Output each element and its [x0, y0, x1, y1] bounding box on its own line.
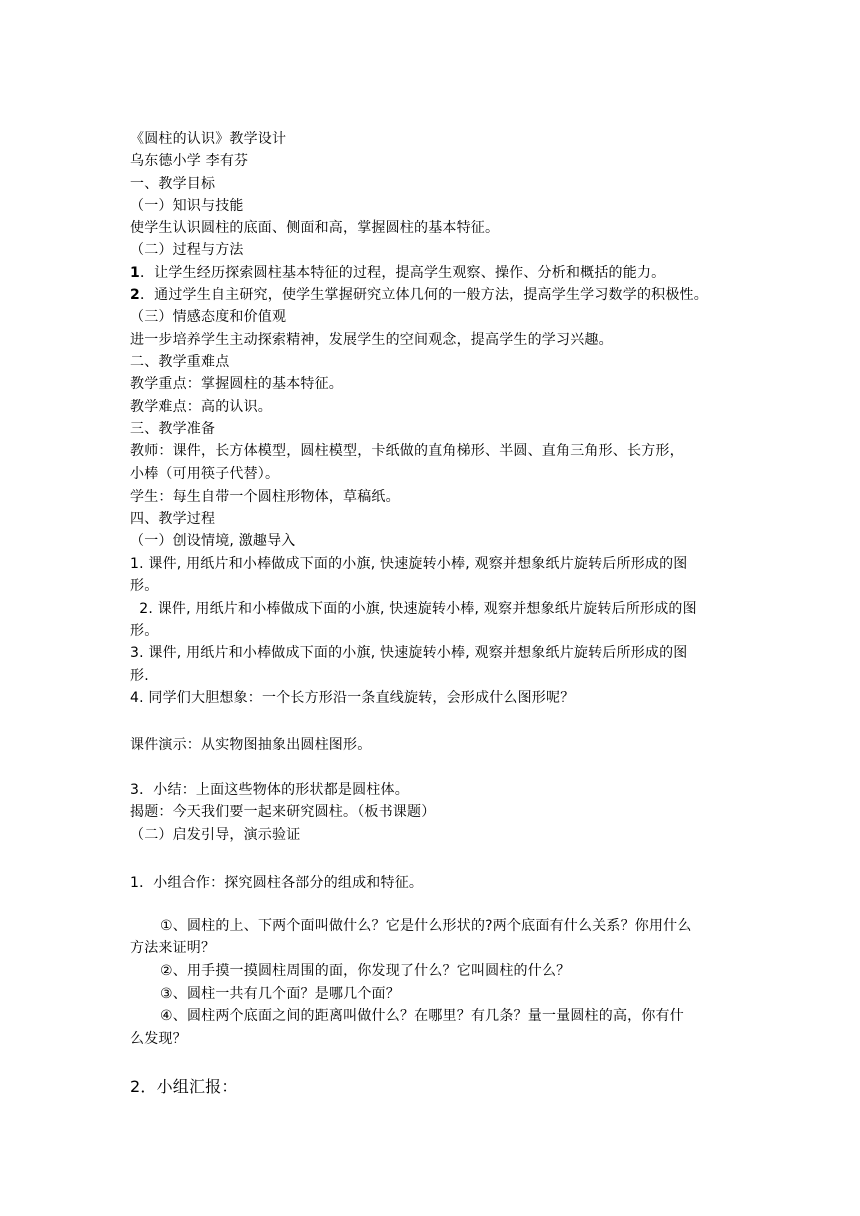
question-4-line-1: ④、圆柱两个底面之间的距离叫做什么？在哪里？有几条？量一量圆柱的高，你有什	[160, 1008, 684, 1024]
subsection-process: （二）过程与方法	[130, 242, 244, 258]
knowledge-text: 使学生认识圆柱的底面、侧面和高，掌握圆柱的基本特征。	[130, 220, 500, 236]
intro-item-3-line-2: 形.	[130, 668, 149, 684]
intro-item-4: 4. 同学们大胆想象：一个长方形沿一条直线旋转，会形成什么图形呢？	[130, 690, 575, 706]
topic-reveal: 揭题：今天我们要一起来研究圆柱。（板书课题）	[130, 804, 436, 820]
question-3: ③、圆柱一共有几个面？是哪几个面？	[160, 986, 400, 1002]
difficult-point: 教学难点：高的认识。	[130, 399, 272, 415]
key-point: 教学重点：掌握圆柱的基本特征。	[130, 376, 343, 392]
attitude-text: 进一步培养学生主动探索精神，发展学生的空间观念，提高学生的学习兴趣。	[130, 332, 613, 348]
summary: 3．小结：上面这些物体的形状都是圆柱体。	[130, 782, 409, 798]
question-1-line-2: 方法来证明？	[130, 940, 216, 956]
subsection-guide: （二）启发引导，演示验证	[130, 827, 301, 843]
subsection-knowledge: （一）知识与技能	[130, 198, 244, 214]
document-title: 《圆柱的认识》教学设计	[130, 131, 287, 147]
courseware-demo: 课件演示：从实物图抽象出圆柱图形。	[130, 737, 372, 753]
item-text: ．让学生经历探索圆柱基本特征的过程，提高学生观察、操作、分析和概括的能力。	[139, 265, 666, 281]
intro-item-1-line-2: 形。	[130, 578, 159, 594]
section-3-heading: 三、教学准备	[130, 421, 216, 437]
author-line: 乌东德小学 李有芬	[130, 153, 249, 169]
intro-item-1-line-1: 1. 课件, 用纸片和小棒做成下面的小旗, 快速旋转小棒, 观察并想象纸片旋转后所形成的图	[130, 556, 688, 572]
item-number: 1	[130, 265, 140, 281]
item-number: 2	[130, 287, 140, 303]
intro-item-2-line-1: 2. 课件, 用纸片和小棒做成下面的小旗, 快速旋转小棒, 观察并想象纸片旋转后所形成的图	[130, 601, 697, 617]
process-item-1	[130, 262, 665, 284]
student-prep: 学生：每生自带一个圆柱形物体，草稿纸。	[130, 489, 400, 505]
process-item-2	[130, 284, 708, 306]
question-4-line-2: 么发现？	[130, 1031, 187, 1047]
section-1-heading: 一、教学目标	[130, 176, 216, 192]
group-work: 1．小组合作：探究圆柱各部分的组成和特征。	[130, 875, 424, 891]
teacher-prep-line-2: 小棒（可用筷子代替）。	[130, 466, 280, 482]
teacher-prep-line-1: 教师：课件，长方体模型，圆柱模型，卡纸做的直角梯形、半圆、直角三角形、长方形，	[130, 443, 684, 459]
subsection-attitude: （三）情感态度和价值观	[130, 309, 287, 325]
subsection-intro: （一）创设情境, 激趣导入	[130, 533, 296, 549]
section-4-heading: 四、教学过程	[130, 511, 216, 527]
intro-item-3-line-1: 3. 课件, 用纸片和小棒做成下面的小旗, 快速旋转小棒, 观察并想象纸片旋转后所形成的图	[130, 645, 688, 661]
section-2-heading: 二、教学重难点	[130, 354, 230, 370]
group-report: 2．小组汇报：	[130, 1077, 238, 1096]
question-1-line-1: ①、圆柱的上、下两个面叫做什么？它是什么形状的?两个底面有什么关系？你用什么	[160, 918, 692, 934]
question-2: ②、用手摸一摸圆柱周围的面，你发现了什么？它叫圆柱的什么？	[160, 963, 571, 979]
intro-item-2-line-2: 形。	[130, 623, 159, 639]
item-text: ．通过学生自主研究，使学生掌握研究立体几何的一般方法，提高学生学习数学的积极性。	[139, 287, 708, 303]
